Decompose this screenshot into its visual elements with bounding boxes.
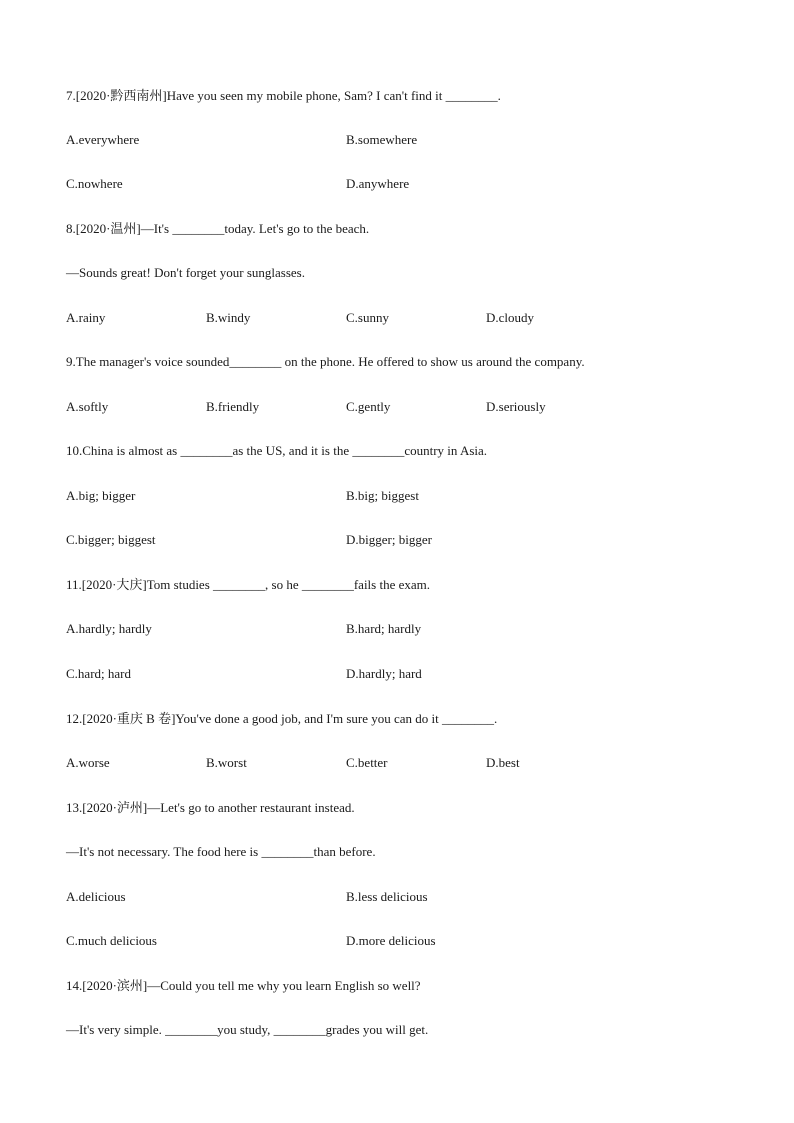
question-7-option-b: B.somewhere <box>346 132 418 147</box>
question-8-stem-reply: —Sounds great! Don't forget your sunglasses. <box>66 265 305 280</box>
question-11-option-a: A.hardly; hardly <box>66 621 152 636</box>
question-9-option-b: B.friendly <box>206 399 260 414</box>
question-12-option-b: B.worst <box>206 755 247 770</box>
question-8-stem: 8.[2020·温州]—It's ________today. Let's go to the beach. <box>66 221 370 236</box>
question-9-option-c: C.gently <box>346 399 391 414</box>
question-13-option-d: D.more delicious <box>346 933 436 948</box>
question-14-stem: 14.[2020·滨州]—Could you tell me why you learn English so well? <box>66 978 421 993</box>
question-12-option-d: D.best <box>486 755 520 770</box>
question-11-option-c: C.hard; hard <box>66 666 131 681</box>
question-9-option-d: D.seriously <box>486 399 546 414</box>
question-11-stem: 11.[2020·大庆]Tom studies ________, so he ________fails the exam. <box>66 577 431 592</box>
question-7-stem: 7.[2020·黔西南州]Have you seen my mobile phone, Sam? I can't find it ________. <box>66 88 501 103</box>
question-13-option-a: A.delicious <box>66 889 126 904</box>
question-13-stem: 13.[2020·泸州]—Let's go to another restaurant instead. <box>66 800 355 815</box>
question-9-option-a: A.softly <box>66 399 109 414</box>
question-8-option-d: D.cloudy <box>486 310 535 325</box>
question-13-stem-reply: —It's not necessary. The food here is ________than before. <box>66 844 376 859</box>
question-9-stem: 9.The manager's voice sounded________ on the phone. He offered to show us around the company. <box>66 354 585 369</box>
question-13-option-c: C.much delicious <box>66 933 157 948</box>
question-12-option-a: A.worse <box>66 755 110 770</box>
question-14-stem-reply: —It's very simple. ________you study, ________grades you will get. <box>66 1022 429 1037</box>
question-12-option-c: C.better <box>346 755 388 770</box>
question-8-option-c: C.sunny <box>346 310 389 325</box>
question-7-option-d: D.anywhere <box>346 176 410 191</box>
question-10-option-b: B.big; biggest <box>346 488 419 503</box>
question-10-option-d: D.bigger; bigger <box>346 532 432 547</box>
question-10-stem: 10.China is almost as ________as the US, and it is the ________country in Asia. <box>66 443 488 458</box>
question-7-option-a: A.everywhere <box>66 132 140 147</box>
question-8-option-a: A.rainy <box>66 310 106 325</box>
question-7-option-c: C.nowhere <box>66 176 123 191</box>
question-8-option-b: B.windy <box>206 310 251 325</box>
question-11-option-d: D.hardly; hard <box>346 666 422 681</box>
question-13-option-b: B.less delicious <box>346 889 428 904</box>
question-12-stem: 12.[2020·重庆 B 卷]You've done a good job, and I'm sure you can do it ________. <box>66 711 498 726</box>
question-10-option-c: C.bigger; biggest <box>66 532 156 547</box>
question-11-option-b: B.hard; hardly <box>346 621 422 636</box>
question-10-option-a: A.big; bigger <box>66 488 136 503</box>
